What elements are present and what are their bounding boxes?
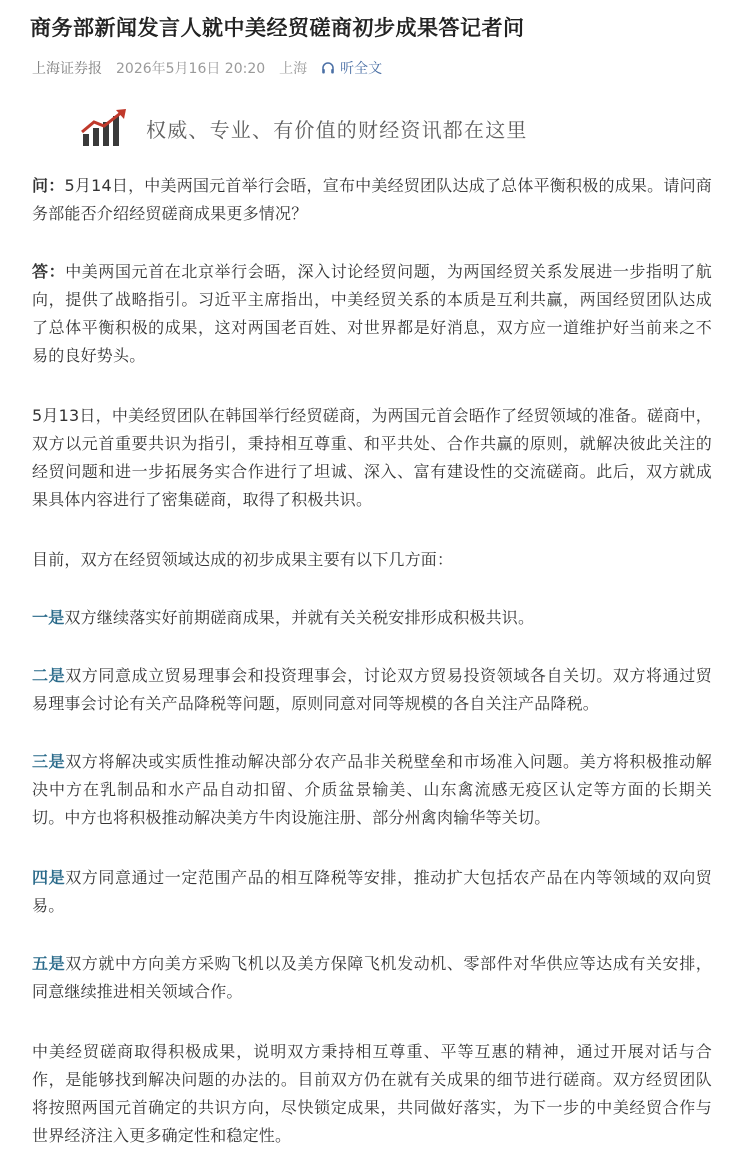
item-lead-2: 二是: [32, 666, 66, 685]
item-text-4: 双方同意通过一定范围产品的相互降税等安排，推动扩大包括农产品在内等领域的双向贸易。: [32, 868, 712, 915]
item-lead-3: 三是: [32, 752, 66, 771]
publish-date: 2026年5月16日 20:20: [116, 61, 266, 77]
answer-label: 答：: [32, 262, 66, 281]
question-paragraph: [32, 172, 712, 228]
item-lead-5: 五是: [32, 954, 66, 973]
answer-paragraph: [32, 258, 712, 370]
item-text-1: 双方继续落实好前期磋商成果，并就有关关税安排形成积极共识。: [64, 608, 535, 627]
growth-chart-icon: [80, 108, 130, 148]
article-title: 商务部新闻发言人就中美经贸磋商初步成果答记者问: [30, 16, 525, 40]
source-link[interactable]: 上海证券报: [32, 61, 102, 77]
answer-text: 中美两国元首在北京举行会晤，深入讨论经贸问题，为两国经贸关系发展进一步指明了航向，提供了战略指引。习近平主席指出，中美经贸关系的本质是互利共赢，两国经贸团队达成了总体平衡积极的成果，这对两国老百姓、对世界都是好消息，双方应一道维护好当前来之不易的良好势头。: [32, 262, 712, 365]
listen-button[interactable]: [321, 58, 382, 78]
closing-paragraph: 中美经贸磋商取得积极成果，说明双方秉持相互尊重、平等互惠的精神，通过开展对话与合作，是能够找到解决问题的办法的。目前双方仍在就有关成果的细节进行磋商。双方经贸团队将按照两国元首确定的共识方向，尽快锁定成果，共同做好落实，为下一步的中美经贸合作与世界经济注入更多确定性和稳定性。: [32, 1042, 712, 1145]
location: 上海: [279, 61, 308, 77]
item-text-5: 双方就中方向美方采购飞机以及美方保障飞机发动机、零部件对华供应等达成有关安排，同意继续推进相关领域合作。: [32, 954, 712, 1001]
paragraph-intro-results: 目前，双方在经贸领域达成的初步成果主要有以下几方面：: [32, 550, 454, 569]
item-lead-4: 四是: [32, 868, 66, 887]
banner-slogan: 权威、专业、有价值的财经资讯都在这里: [146, 117, 528, 142]
result-item-5: [32, 950, 712, 1006]
question-text: 5月14日，中美两国元首举行会晤，宣布中美经贸团队达成了总体平衡积极的成果。请问商务部能否介绍经贸磋商成果更多情况？: [32, 176, 712, 223]
headphones-icon: [321, 61, 335, 75]
result-item-2: [32, 662, 712, 718]
result-item-4: [32, 864, 712, 920]
paragraph-background: 5月13日，中美经贸团队在韩国举行经贸磋商，为两国元首会晤作了经贸领域的准备。磋商中，双方以元首重要共识为指引，秉持相互尊重、和平共处、合作共赢的原则，就解决彼此关注的经贸问题和进一步拓展务实合作进行了坦诚、深入、富有建设性的交流磋商。此后，双方就成果具体内容进行了密集磋商，取得了积极共识。: [32, 406, 712, 509]
result-item-1: [32, 604, 534, 632]
promo-banner: [80, 108, 528, 148]
listen-label: 听全文: [340, 61, 383, 77]
question-label: 问：: [32, 176, 65, 195]
item-lead-1: 一是: [32, 608, 65, 627]
result-item-3: [32, 748, 712, 832]
item-text-2: 双方同意成立贸易理事会和投资理事会，讨论双方贸易投资领域各自关切。双方将通过贸易理事会讨论有关产品降税等问题，原则同意对同等规模的各自关注产品降税。: [32, 666, 712, 713]
article-meta: [32, 58, 382, 78]
item-text-3: 双方将解决或实质性推动解决部分农产品非关税壁垒和市场准入问题。美方将积极推动解决中方在乳制品和水产品自动扣留、介质盆景输美、山东禽流感无疫区认定等方面的长期关切。中方也将积极推动解决美方牛肉设施注册、部分州禽肉输华等关切。: [32, 752, 712, 827]
